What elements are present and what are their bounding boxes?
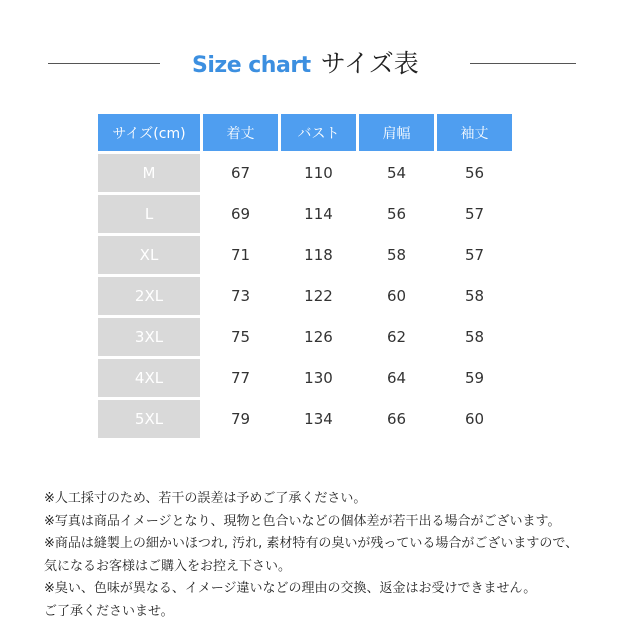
length-cell: 75: [203, 318, 278, 356]
size-cell: XL: [98, 236, 200, 274]
size-cell: 4XL: [98, 359, 200, 397]
sleeve-cell: 58: [437, 277, 512, 315]
table-row: [98, 359, 512, 397]
page-title: [192, 44, 419, 84]
sleeve-cell: 58: [437, 318, 512, 356]
shoulder-cell: 64: [359, 359, 434, 397]
size-cell: 3XL: [98, 318, 200, 356]
table-row: [98, 195, 512, 233]
length-cell: 69: [203, 195, 278, 233]
header-sleeve: 袖丈: [437, 114, 512, 151]
note-line: 気になるお客様はご購入をお控え下さい。: [44, 558, 292, 574]
shoulder-cell: 54: [359, 154, 434, 192]
length-cell: 73: [203, 277, 278, 315]
length-cell: 71: [203, 236, 278, 274]
bust-cell: 122: [281, 277, 356, 315]
shoulder-cell: 62: [359, 318, 434, 356]
note-line: ※人工採寸のため、若干の誤差は予めご了承ください。: [44, 491, 367, 506]
header-shoulder: 肩幅: [359, 114, 434, 151]
sleeve-cell: 59: [437, 359, 512, 397]
length-cell: 67: [203, 154, 278, 192]
bust-cell: 130: [281, 359, 356, 397]
table-row: [98, 318, 512, 356]
title-japanese: サイズ表: [320, 49, 419, 78]
shoulder-cell: 56: [359, 195, 434, 233]
header-bust: バスト: [281, 114, 356, 151]
length-cell: 77: [203, 359, 278, 397]
bust-cell: 114: [281, 195, 356, 233]
size-chart-table: [95, 111, 515, 441]
size-cell: L: [98, 195, 200, 233]
title-row: [0, 38, 640, 88]
length-cell: 79: [203, 400, 278, 438]
sleeve-cell: 57: [437, 195, 512, 233]
title-divider-left: [48, 63, 160, 64]
title-divider-right: [470, 63, 576, 64]
size-cell: M: [98, 154, 200, 192]
table-row: [98, 236, 512, 274]
table-row: [98, 400, 512, 438]
table-row: [98, 277, 512, 315]
size-cell: 5XL: [98, 400, 200, 438]
bust-cell: 126: [281, 318, 356, 356]
notes-section: [44, 488, 624, 623]
note-line: ※臭い、色味が異なる、イメージ違いなどの理由の交換、返金はお受けできません。: [44, 581, 537, 596]
table-header-row: [98, 114, 512, 151]
sleeve-cell: 60: [437, 400, 512, 438]
sleeve-cell: 57: [437, 236, 512, 274]
size-cell: 2XL: [98, 277, 200, 315]
note-line: ※写真は商品イメージとなり、現物と色合いなどの個体差が若干出る場合がございます。: [44, 513, 561, 529]
sleeve-cell: 56: [437, 154, 512, 192]
header-length: 着丈: [203, 114, 278, 151]
shoulder-cell: 66: [359, 400, 434, 438]
bust-cell: 110: [281, 154, 356, 192]
title-english: Size chart: [192, 53, 311, 78]
shoulder-cell: 58: [359, 236, 434, 274]
table-row: [98, 154, 512, 192]
bust-cell: 134: [281, 400, 356, 438]
note-line: ※商品は縫製上の細かいほつれ, 汚れ, 素材特有の臭いが残っている場合がございますので、: [44, 536, 579, 551]
shoulder-cell: 60: [359, 277, 434, 315]
note-line: ご了承くださいませ。: [44, 603, 174, 619]
header-size: サイズ(cm): [98, 114, 200, 151]
bust-cell: 118: [281, 236, 356, 274]
